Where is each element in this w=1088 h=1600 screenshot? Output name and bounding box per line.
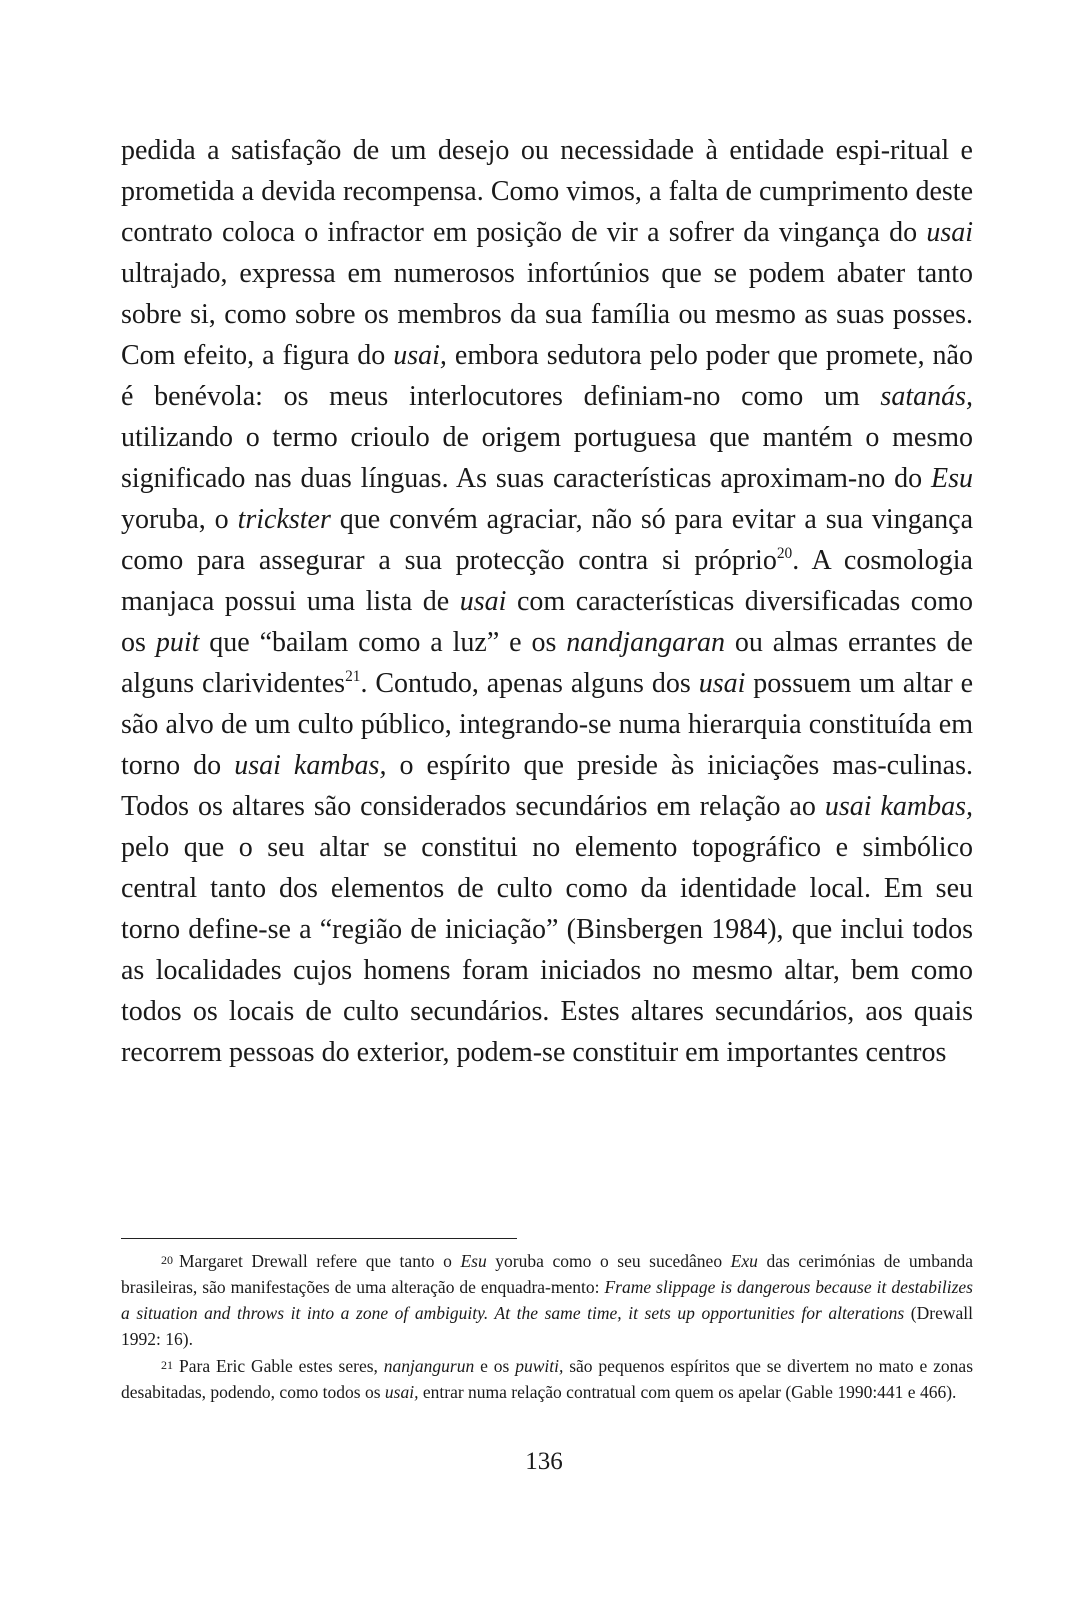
- text-run: yoruba, o: [121, 504, 238, 535]
- text-run: (Drewall 1992: 16).: [121, 1303, 973, 1349]
- footnote-number: 20: [161, 1253, 173, 1267]
- footnote-ref: 21: [345, 668, 361, 686]
- italic-term: usai,: [393, 340, 447, 371]
- text-run: pedida a satisfação de um desejo ou necessidade à entidade espi-ritual e prometida a devida recompensa. Como vimos, a falta de cumprimento deste contrato coloca o infractor em posição de vir a sofrer da vingança do: [121, 135, 973, 248]
- italic-term: nandjangaran: [566, 627, 725, 658]
- italic-term: usai kambas,: [234, 750, 387, 781]
- text-run: ou almas errantes de alguns clarividentes: [121, 627, 973, 699]
- footnote-number: 21: [161, 1358, 173, 1372]
- text-run: das cerimónias de umbanda brasileiras, são manifestações de uma alteração de enquadra-mento:: [121, 1251, 973, 1297]
- italic-term: puwiti,: [515, 1356, 564, 1376]
- italic-term: Esu: [460, 1251, 487, 1271]
- text-run: yoruba como o seu sucedâneo: [486, 1251, 731, 1271]
- italic-term: usai kambas,: [824, 791, 973, 822]
- italic-term: nanjangurun: [383, 1356, 475, 1376]
- text-run: possuem um altar e são alvo de um culto público, integrando-se numa hierarquia constituída em torno do: [121, 668, 974, 781]
- text-run: pelo que o seu altar se constitui no elemento topográfico e simbólico central tanto dos elementos de culto como da identidade local. Em seu torno define-se a “região de iniciação” (Binsbergen 1984), que inclui todos as localidades cujos homens foram iniciados no mesmo altar, bem como todos os locais de culto secundários. Estes altares secundários, aos quais recorrem pessoas do exterior, podem-se constituir em importantes centros: [121, 832, 973, 1068]
- italic-term: Exu: [730, 1251, 758, 1271]
- footnote: [121, 1352, 973, 1405]
- text-run: embora sedutora pelo poder que promete, não é benévola: os meus interlocutores definiam-no como um: [121, 340, 973, 412]
- text-run: e os: [474, 1356, 516, 1376]
- text-run: Margaret Drewall refere que tanto o: [179, 1251, 461, 1271]
- text-run: utilizando o termo crioulo de origem portuguesa que mantém o mesmo significado nas duas línguas. As suas características aproximam-no do: [121, 422, 973, 494]
- text-run: são pequenos espíritos que se divertem no mato e zonas desabitadas, podendo, como todos os: [121, 1356, 974, 1402]
- text-run: . A cosmologia manjaca possui uma lista de: [121, 545, 973, 617]
- body-paragraph: [121, 130, 973, 1073]
- italic-term: puit: [155, 627, 200, 658]
- text-run: que convém agraciar, não só para evitar a sua vingança como para assegurar a sua protecção contra si próprio: [121, 504, 973, 576]
- footnote: [121, 1247, 973, 1352]
- footnotes: [121, 1247, 973, 1405]
- italic-term: usai: [698, 668, 746, 699]
- text-run: com características diversificadas como os: [121, 586, 974, 658]
- footnote-separator: [121, 1238, 517, 1239]
- italic-term: usai: [459, 586, 507, 617]
- italic-term: usai: [926, 217, 973, 248]
- footnote-ref: 20: [776, 545, 793, 563]
- text-run: ultrajado, expressa em numerosos infortúnios que se podem abater tanto sobre si, como sobre os membros da sua família ou mesmo as suas posses. Com efeito, a figura do: [121, 258, 973, 371]
- italic-term: usai,: [384, 1382, 419, 1402]
- italic-term: Esu: [931, 463, 973, 494]
- text-run: . Contudo, apenas alguns dos: [360, 668, 699, 699]
- italic-term: Frame slippage is dangerous because it destabilizes a situation and throws it into a zone of ambiguity. At the same time, it sets up opportunities for alterations: [121, 1277, 973, 1323]
- text-run: o espírito que preside às iniciações mas-culinas. Todos os altares são considerados secundários em relação ao: [121, 750, 973, 822]
- text-run: Para Eric Gable estes seres,: [179, 1356, 384, 1376]
- text-run: entrar numa relação contratual com quem os apelar (Gable 1990:441 e 466).: [418, 1382, 957, 1402]
- italic-term: trickster: [237, 504, 331, 535]
- italic-term: satanás,: [880, 381, 973, 412]
- page-number: 136: [525, 1448, 563, 1475]
- text-run: que “bailam como a luz” e os: [199, 627, 567, 658]
- body-text: [121, 130, 973, 1073]
